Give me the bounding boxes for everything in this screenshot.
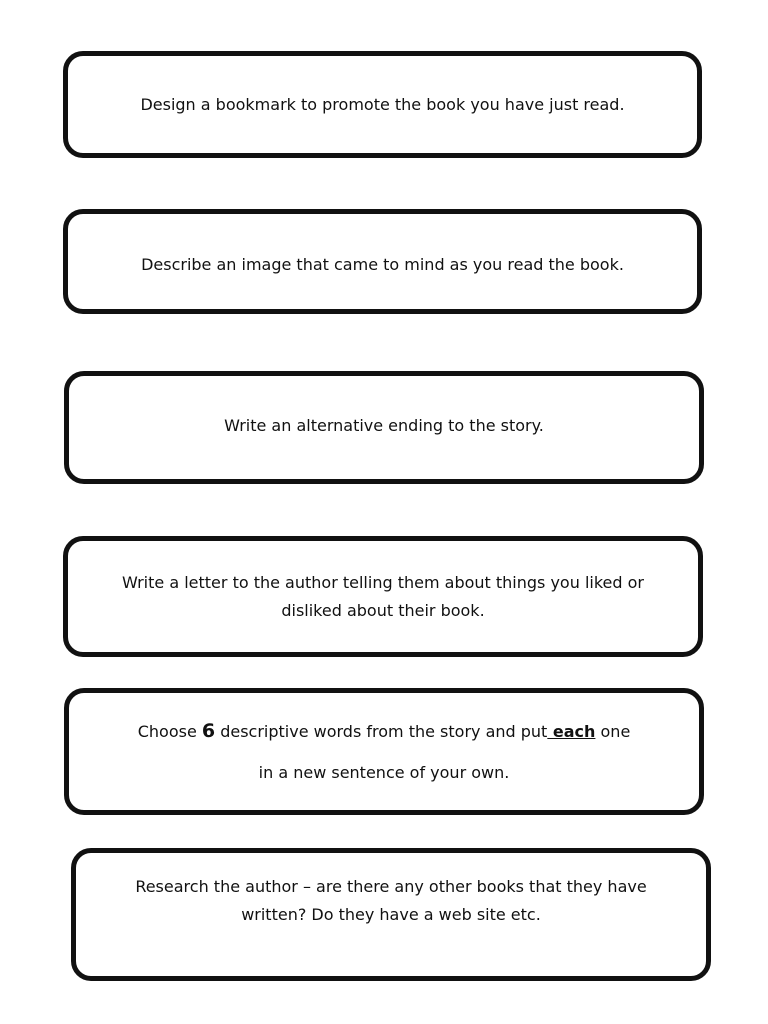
task-text-after: one bbox=[595, 722, 631, 741]
task-text-line-1: Research the author – are there any other books that they have bbox=[135, 877, 647, 896]
task-text-line-2: in a new sentence of your own. bbox=[258, 763, 510, 782]
task-text-line-2: written? Do they have a web site etc. bbox=[241, 905, 541, 924]
task-text-line-2: disliked about their book. bbox=[281, 601, 485, 620]
task-text-before: Choose bbox=[137, 722, 202, 741]
emphasis-each: each bbox=[547, 722, 596, 741]
task-card-bookmark bbox=[63, 51, 702, 158]
task-text-line-1: Write a letter to the author telling them about things you liked or bbox=[122, 573, 644, 592]
task-card-descriptive-words bbox=[64, 688, 704, 815]
task-text: Design a bookmark to promote the book you have just read. bbox=[140, 95, 625, 114]
word-count: 6 bbox=[201, 720, 216, 742]
task-card-letter-to-author bbox=[63, 536, 703, 657]
task-card-alternative-ending bbox=[64, 371, 704, 484]
task-card-describe-image bbox=[63, 209, 702, 314]
task-text: Describe an image that came to mind as you read the book. bbox=[141, 255, 624, 274]
task-text: Write an alternative ending to the story. bbox=[224, 416, 544, 435]
task-text-line-1 bbox=[69, 717, 699, 746]
task-text-middle: descriptive words from the story and put bbox=[215, 722, 548, 741]
task-card-research-author bbox=[71, 848, 711, 981]
